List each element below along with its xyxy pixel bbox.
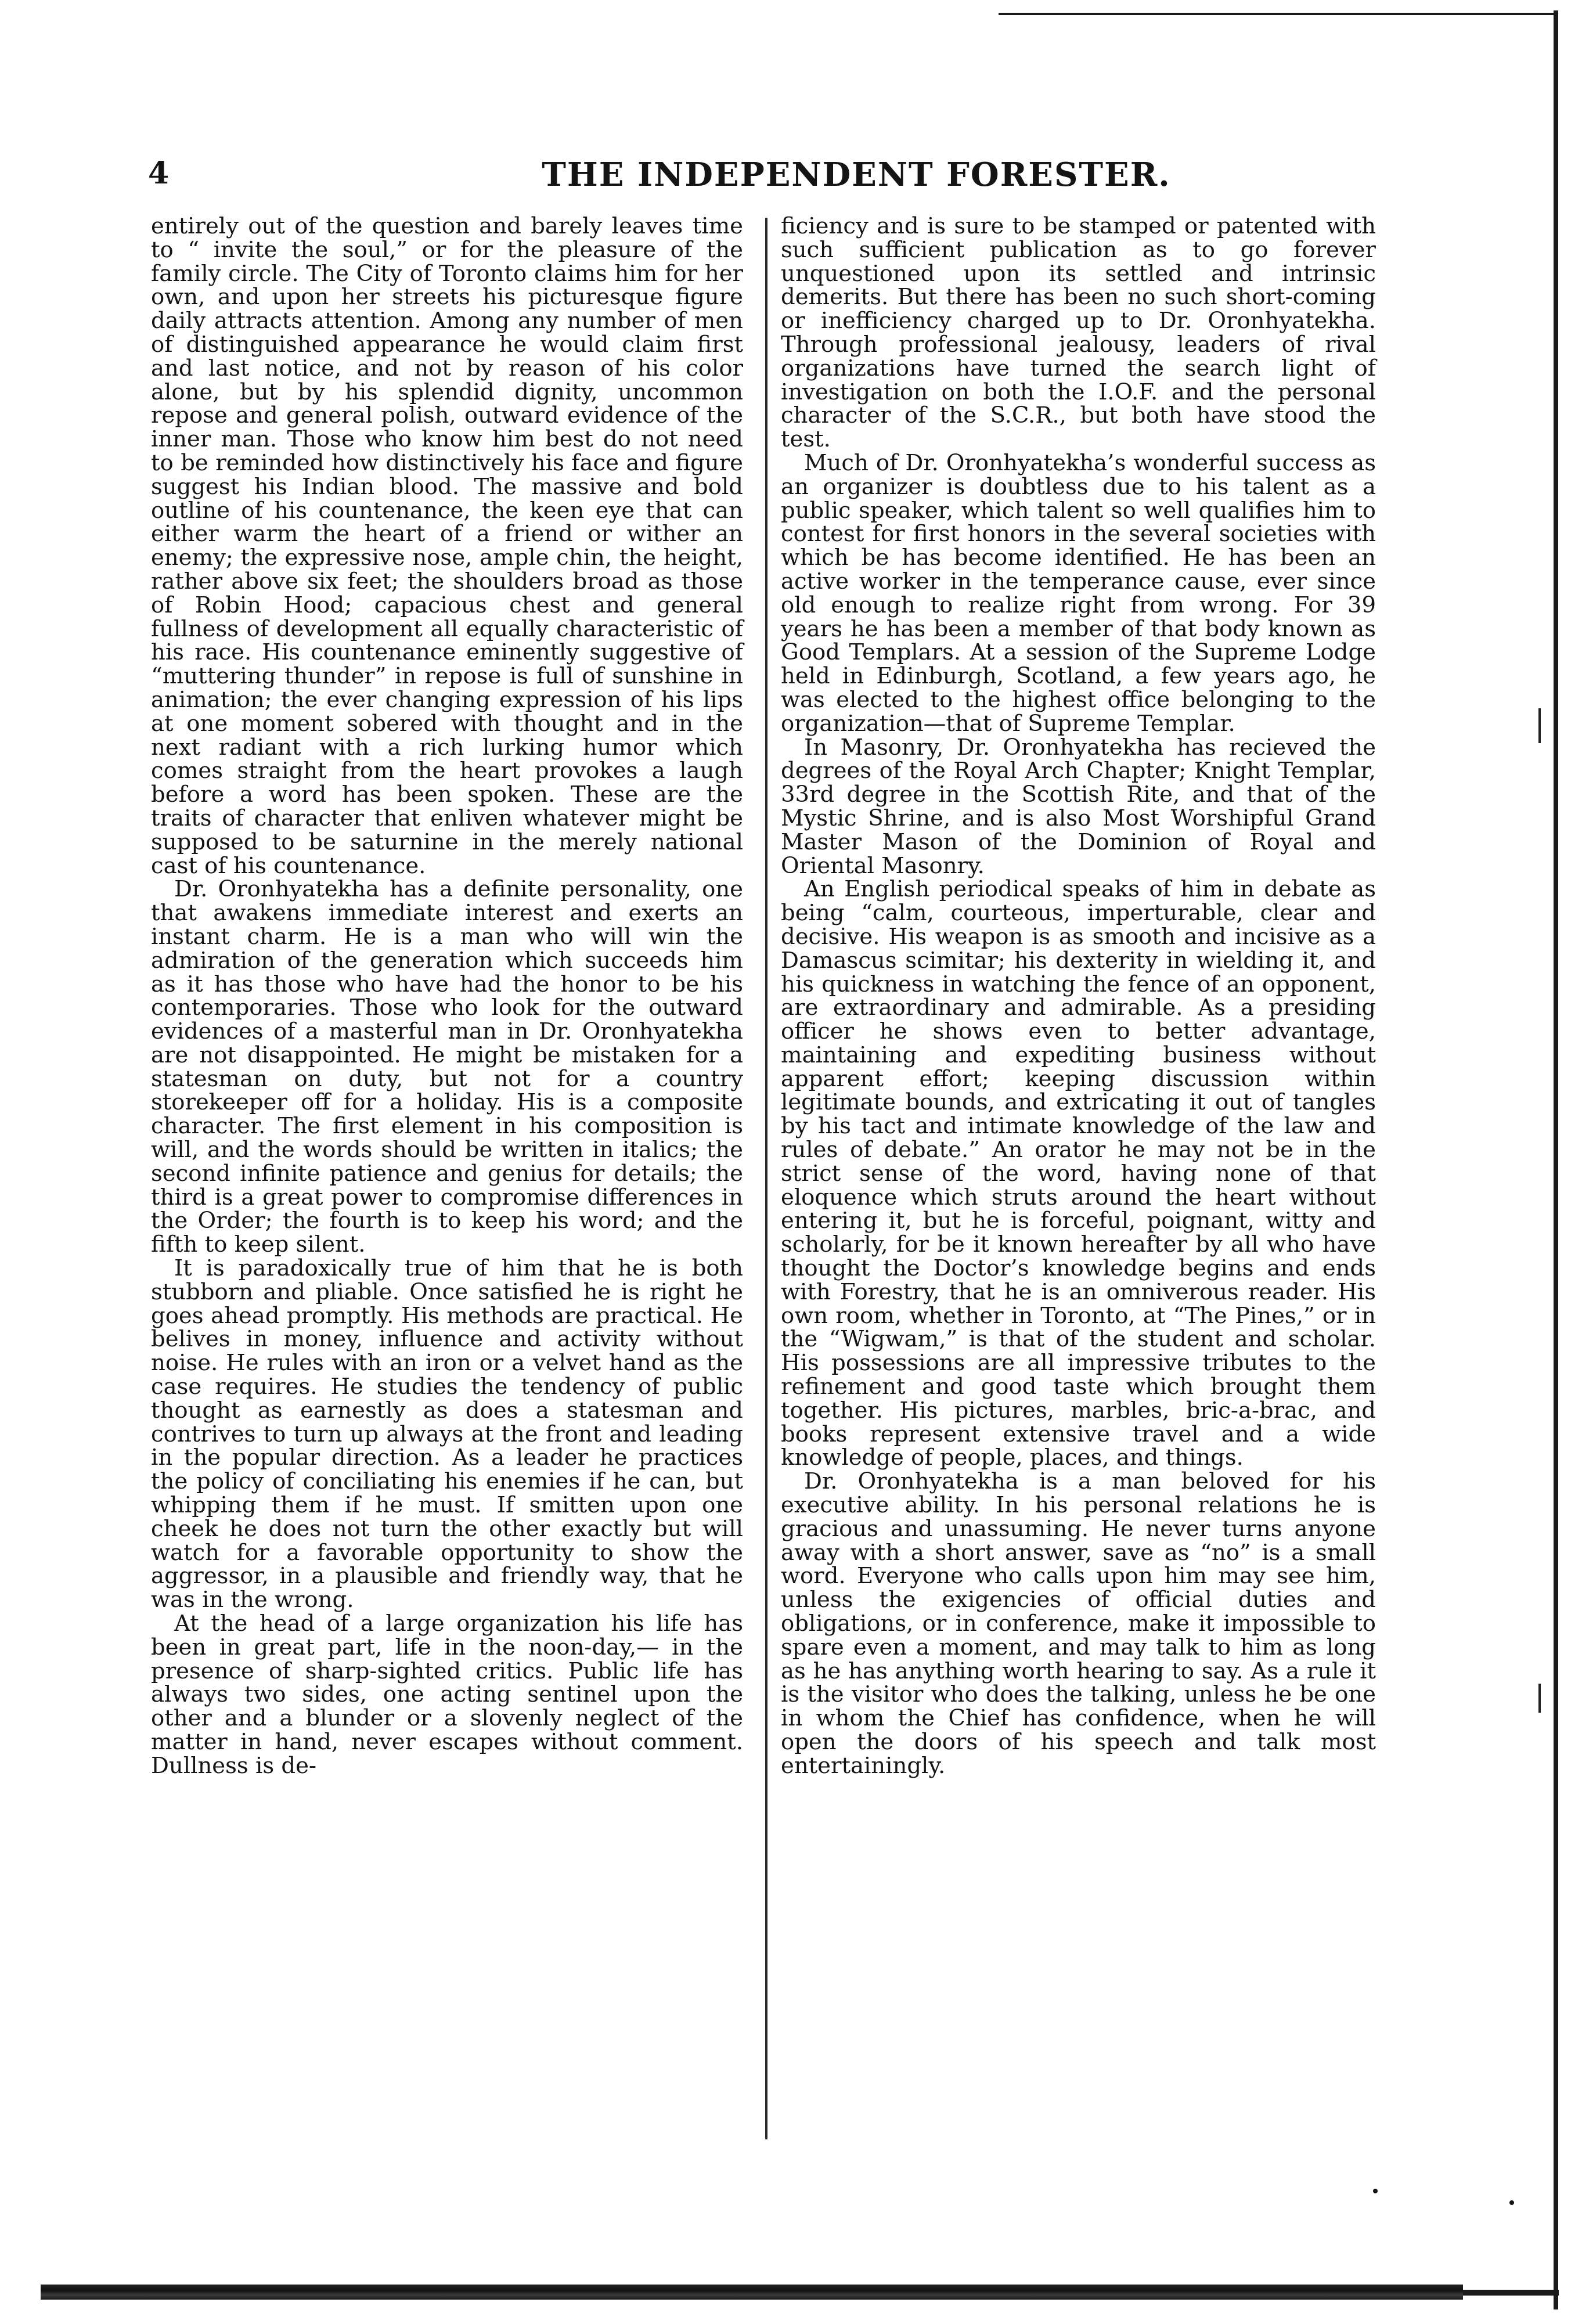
paragraph: ficiency and is sure to be stamped or patented with such sufficient publication as to go forever unquestioned upon its settled and intrinsic demerits. But there has been no such short-coming or inefficiency charged up to Dr. Oronhyatekha. Through professional jealousy, leaders of rival organizations have turned the search light of investigation on both the I.O.F. and the personal character of the S.C.R., but both have stood the test. bbox=[781, 213, 1376, 453]
left-column bbox=[151, 215, 743, 1778]
page-header bbox=[148, 156, 1379, 208]
page-number: 4 bbox=[148, 156, 170, 191]
paragraph: An English periodical speaks of him in debate as being “calm, courteous, imperturable, clear and decisive. His weapon is as smooth and incisive as a Damascus scimitar; his dexterity in wielding it, and his quickness in watching the fence of an opponent, are extraordinary and admirable. As a presiding officer he shows even to better advantage, maintaining and expediting business without apparent effort; keeping discussion within legitimate bounds, and extricating it out of tangles by his tact and intimate knowledge of the law and rules of debate.” An orator he may not be in the strict sense of the word, having none of that eloquence which struts around the heart without entering it, but he is forceful, poignant, witty and scholarly, for be it known hereafter by all who have thought the Doctor’s knowledge begins and ends with Forestry, that he is an omniverous reader. His own room, whether in Toronto, at “The Pines,” or in the “Wigwam,” is that of the student and scholar. His possessions are all impressive tributes to the refinement and good taste which brought them together. His pictures, marbles, bric-a-brac, and books represent extensive travel and a wide knowledge of people, places, and things. bbox=[781, 876, 1376, 1471]
paragraph: Dr. Oronhyatekha has a definite personality, one that awakens immediate interest and exerts an instant charm. He is a man who will win the admiration of the generation which succeeds him as it has those who have had the honor to be his contemporaries. Those who look for the outward evidences of a masterful man in Dr. Oronhyatekha are not disappointed. He might be mistaken for a statesman on duty, but not for a country storekeeper off for a holiday. His is a composite character. The first element in his composition is will, and the words should be written in italics; the second infinite patience and genius for details; the third is a great power to compromise differences in the Order; the fourth is to keep his word; and the fifth to keep silent. bbox=[151, 876, 743, 1258]
paragraph: It is paradoxically true of him that he is both stubborn and pliable. Once satisfied he is right he goes ahead promptly. His methods are practical. He belives in money, influence and activity without noise. He rules with an iron or a velvet hand as the case requires. He studies the tendency of public thought as earnestly as does a statesman and contrives to turn up always at the front and leading in the popular direction. As a leader he practices the policy of conciliating his enemies if he can, but whipping them if he must. If smitten upon one cheek he does not turn the other exactly but will watch for a favorable opportunity to show the aggressor, in a plausible and friendly way, that he was in the wrong. bbox=[151, 1255, 743, 1613]
top-border-rule bbox=[999, 13, 1555, 15]
column-divider bbox=[765, 218, 767, 2139]
right-border-edge bbox=[1554, 10, 1558, 2309]
bottom-border-rule bbox=[41, 2285, 1463, 2300]
margin-mark bbox=[1538, 708, 1541, 743]
ink-speck bbox=[1509, 2200, 1514, 2205]
margin-mark bbox=[1538, 1684, 1541, 1713]
ink-speck bbox=[1373, 2189, 1378, 2193]
page-title: THE INDEPENDENT FORESTER. bbox=[542, 156, 1171, 194]
paragraph: Much of Dr. Oronhyatekha’s wonderful success as an organizer is doubtless due to his talent as a public speaker, which talent so well qualifies him to contest for first honors in the several societies with which be has become identified. He has been an active worker in the temperance cause, ever since old enough to realize right from wrong. For 39 years he has been a member of that body known as Good Templars. At a session of the Supreme Lodge held in Edinburgh, Scotland, a few years ago, he was elected to the highest office belonging to the organization—that of Supreme Templar. bbox=[781, 449, 1376, 737]
paragraph: Dr. Oronhyatekha is a man beloved for his executive ability. In his personal relations he is gracious and unassuming. He never turns anyone away with a short answer, save as “no” is a small word. Everyone who calls upon him may see him, unless the exigencies of official duties and obligations, or in conference, make it impossible to spare even a moment, and may talk to him as long as he has anything worth hearing to say. As a rule it is the visitor who does the talking, unless he be one in whom the Chief has confidence, when he will open the doors of his speech and talk most entertainingly. bbox=[781, 1468, 1376, 1779]
right-column bbox=[781, 215, 1376, 1778]
paragraph: At the head of a large organization his life has been in great part, life in the noon-day,— in the presence of sharp-sighted critics. Public life has always two sides, one acting sentinel upon the other and a blunder or a slovenly neglect of the matter in hand, never escapes without comment. Dullness is de- bbox=[151, 1610, 743, 1779]
paragraph: In Masonry, Dr. Oronhyatekha has recieved the degrees of the Royal Arch Chapter; Knight Templar, 33rd degree in the Scottish Rite, and that of the Mystic Shrine, and is also Most Worshipful Grand Master Mason of the Dominion of Royal and Oriental Masonry. bbox=[781, 734, 1376, 879]
bottom-border-rule-end bbox=[1463, 2290, 1559, 2296]
paragraph: entirely out of the question and barely leaves time to “ invite the soul,” or for the pleasure of the family circle. The City of Toronto claims him for her own, and upon her streets his picturesque figure daily attracts attention. Among any number of men of distinguished appearance he would claim first and last notice, and not by reason of his color alone, but by his splendid dignity, uncommon repose and general polish, outward evidence of the inner man. Those who know him best do not need to be reminded how distinctively his face and figure suggest his Indian blood. The massive and bold outline of his countenance, the keen eye that can either warm the heart of a friend or wither an enemy; the expressive nose, ample chin, the height, rather above six feet; the shoulders broad as those of Robin Hood; capacious chest and general fullness of development all equally characteristic of his race. His countenance eminently suggestive of “muttering thunder” in repose is full of sunshine in animation; the ever changing expression of his lips at one moment sobered with thought and in the next radiant with a rich lurking humor which comes straight from the heart provokes a laugh before a word has been spoken. These are the traits of character that enliven whatever might be supposed to be saturnine in the merely national cast of his countenance. bbox=[151, 213, 743, 879]
